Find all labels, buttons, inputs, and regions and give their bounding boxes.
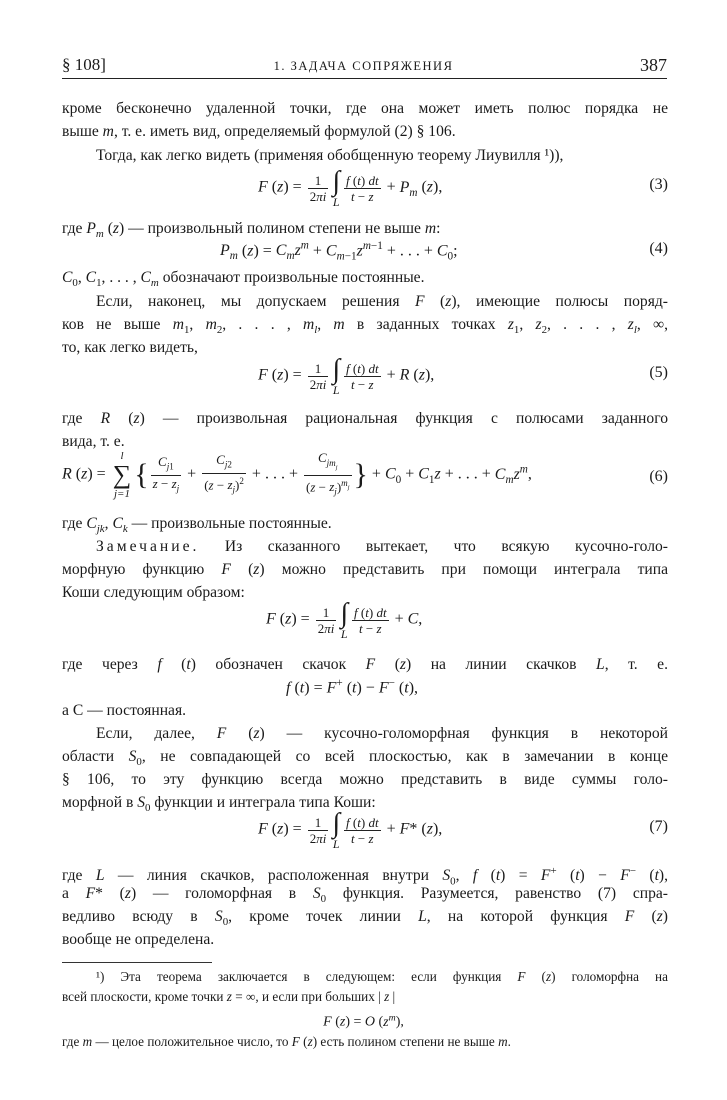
equation-number: (3) [649,176,668,193]
header-rule [62,78,667,79]
text-line: области $S_0$, не совпадающей со всей плоскостью, как в замечании в конце [62,748,669,769]
page-number: 387 [640,55,667,75]
footnote-rule [62,962,212,963]
equation-number: (6) [649,468,668,485]
equation-jump: f (t) = F+ (t) − F− (t), [286,677,419,697]
text-line: где через f (t) обозначен скачок F (z) на линии скачков L, т. е. [62,656,668,673]
text-line: где L — линия скачков, расположенная внутри $S_0$, f (t) = F+ (t) − F− (t), [62,865,668,888]
text-line: вида, т. е. [62,433,125,450]
equation-number: (7) [649,818,668,835]
footnote-line: всей плоскости, кроме точки z = ∞, и если при больших | z | [62,989,396,1004]
running-head-title: 1. ЗАДАЧА СОПРЯЖЕНИЯ [273,59,454,73]
footnote-line: где m — целое положительное число, то F (z) есть полином степени не выше m. [62,1034,511,1049]
text-line: где $P_m$ (z) — произвольный полином степени не выше m: [62,220,441,241]
equation-7: F (z) = $\frac{1}{2\pi i}$ ∫ L $\frac{f (t) dt}{t - z}$ + F* (z), (7) [258,808,668,851]
footnote-equation: F (z) = O $(z^m)$, [323,1012,404,1030]
equation-cauchy: F (z) = $\frac{1}{2\pi i}$ ∫ L $\frac{f (t) dt}{t - z}$ + C, [266,598,423,641]
text-line: где R (z) — произвольная рациональная функция с полюсами заданного [62,410,669,427]
equation-4: $P_m$ $(z) = C_mz^m + C_{m-1}z^{m-1}$ + . . . + $C_0$; (4) [220,240,668,263]
equation-5: F (z) = $\frac{1}{2\pi i}$ ∫ L $\frac{f (t) dt}{t - z}$ + R (z), (5) [258,354,668,397]
text-line: ведливо всюду в $S_0$, кроме точек линии L, на которой функция F (z) [62,908,668,929]
text-line: Коши следующим образом: [62,584,245,601]
footnote-line: ¹) Эта теорема заключается в следующем: если функция F (z) голоморфна на [96,969,668,984]
text-line: а F* (z) — голоморфная в $S_0$ функция. Разумеется, равенство (7) спра- [62,885,668,906]
text-line: вообще не определена. [62,931,215,948]
equation-number: (5) [649,364,668,381]
text-line: а C — постоянная. [62,702,187,719]
text-line: Если, наконец, мы допускаем решения F (z), имеющие полюсы поряд- [96,293,669,310]
equation-3: F (z) = $\frac{1}{2\pi i}$ ∫ L $\frac{f (t) dt}{t - z}$ + $P_m$ (z), (3) [258,166,668,209]
text-line: выше m, т. е. иметь вид, определяемый формулой (2) § 106. [62,123,456,140]
text-line: ков не выше $m_1$, $m_2$, . . . , $m_l$, m в заданных точках $z_1$, $z_2$, . . . , $z_l$, ∞, [62,316,668,337]
text-line: $C_0$, $C_1$, . . . , $C_m$ обозначают произвольные постоянные. [62,269,425,290]
equation-6: R (z) = l ∑ j=1 { $\frac{C_{j1}}{z - z_j}$ + $\frac{C_{j2}}{(z - z_j)^2}$ + . . . + $\frac{C_{jm_j}}{(z - z_j)^{m_j}}$ } + $C_0 + C_1z$ + . . . + $C_mz^m$, (6) [62,450,668,500]
running-head-section: § 108] [62,55,106,74]
text-line: морфную функцию F (z) можно представить при помощи интеграла типа [62,561,669,578]
equation-number: (4) [649,240,668,257]
text-line: морфной в $S_0$ функции и интеграла типа Коши: [62,794,376,815]
text-line: то, как легко видеть, [62,339,198,356]
text-line: где $C_{jk}$, $C_k$ — произвольные постоянные. [62,515,332,536]
text-line: Замечание. Из сказанного вытекает, что всякую кусочно-голо- [96,538,668,555]
text-line: кроме бесконечно удаленной точки, где она может иметь полюс порядка не [62,100,668,117]
text-line: Тогда, как легко видеть (применяя обобщенную теорему Лиувилля ¹)), [96,147,564,164]
text-line: § 106, то эту функцию всегда можно представить в виде суммы голо- [62,771,668,788]
text-line: Если, далее, F (z) — кусочно-голоморфная функция в некоторой [96,725,668,742]
